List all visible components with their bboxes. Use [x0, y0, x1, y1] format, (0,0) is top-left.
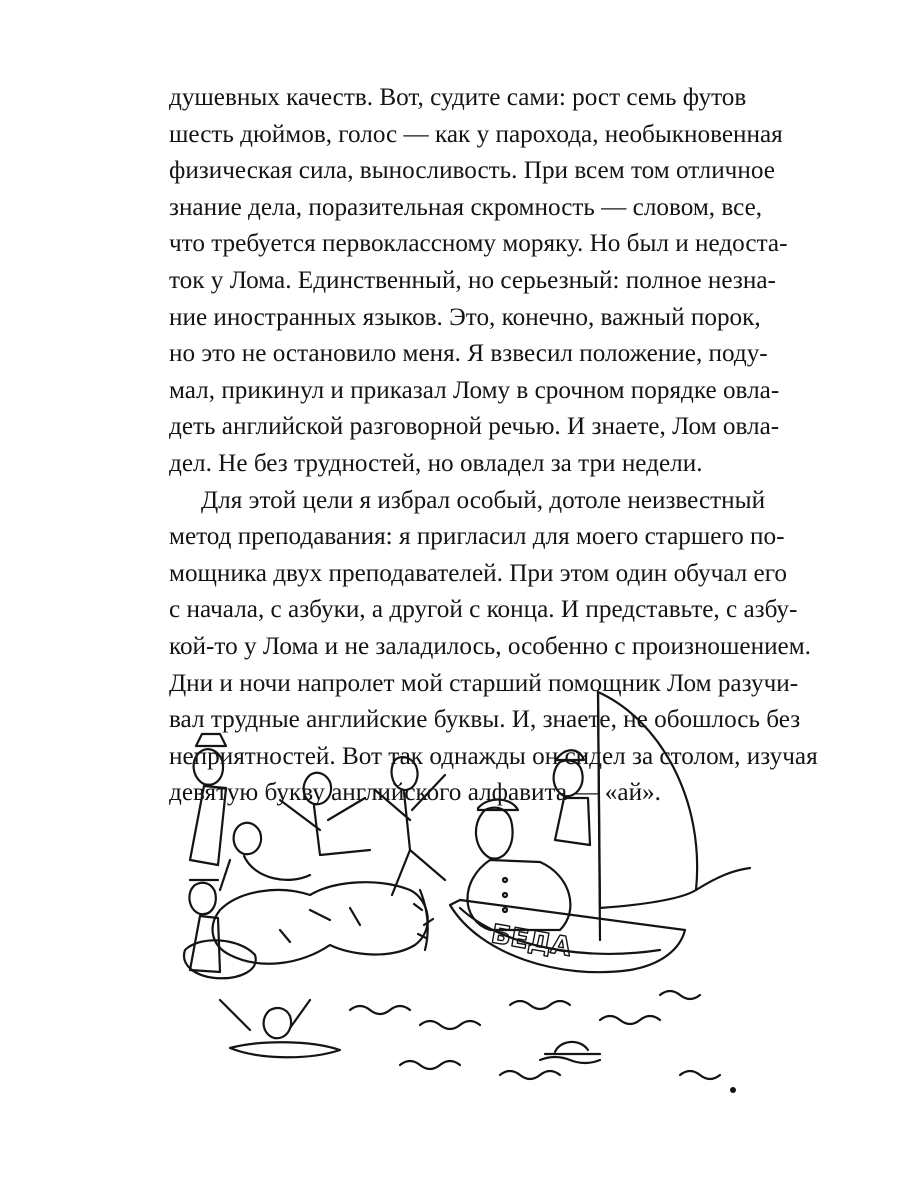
text-line: физическая сила, выносливость. При всем том отличное — [169, 157, 775, 185]
sail-drawing — [598, 692, 750, 940]
boat-lettering: БЕДА — [488, 919, 574, 963]
boat-drawing — [450, 900, 685, 972]
text-line: девятую букву английского алфавита — «ай». — [169, 779, 661, 807]
text-line: душевных качеств. Вот, судите сами: рост семь футов — [169, 84, 747, 111]
text-line: Для этой цели я избрал особый, дотоле неизвестный — [201, 486, 766, 514]
swimmer-figure — [220, 1000, 340, 1057]
text-line: знание дела, поразительная скромность — словом, все, — [169, 193, 763, 221]
crowd-figures — [189, 734, 445, 972]
text-line: с начала, с азбуки, а другой с конца. И представьте, с азбу- — [169, 596, 798, 624]
text-line: дел. Не без трудностей, но овладел за три недели. — [169, 449, 703, 477]
text-line: но это не остановило меня. Я взвесил положение, поду- — [169, 340, 768, 368]
text-line: мал, прикинул и приказал Лому в срочном порядке овла- — [169, 376, 780, 404]
water-waves — [350, 991, 720, 1079]
text-line: ток у Лома. Единственный, но серьезный: полное незна- — [169, 266, 776, 294]
text-line: метод преподавания: я пригласил для моего старшего по- — [169, 523, 785, 551]
text-line: ние иностранных языков. Это, конечно, важный порок, — [169, 303, 761, 331]
text-line: что требуется первоклассному моряку. Но был и недоста- — [169, 230, 788, 258]
illustration-shipwreck-sketch — [160, 680, 818, 1110]
text-line: деть английской разговорной речью. И знаете, Лом овла- — [169, 413, 780, 441]
plant-sketch — [414, 890, 433, 950]
text-line: кой-то у Лома и не заладилось, особенно с произношением. — [169, 632, 811, 660]
text-line: Дни и ночи напролет мой старший помощник Лом разучи- — [169, 669, 799, 697]
captain-figure — [468, 800, 571, 930]
paragraph-1 — [169, 80, 788, 483]
text-line: вал трудные английские буквы. И, знаете, не обошлось без — [169, 706, 801, 734]
page-marker-dot — [730, 1087, 736, 1093]
text-line: шесть дюймов, голос — как у парохода, необыкновенная — [169, 120, 783, 148]
sailor-figure — [554, 750, 590, 845]
floating-hat — [540, 1042, 600, 1063]
text-line: мощника двух преподавателей. При этом один обучал его — [169, 559, 788, 587]
text-line: неприятностей. Вот так однажды он сидел за столом, изучая — [169, 742, 818, 770]
